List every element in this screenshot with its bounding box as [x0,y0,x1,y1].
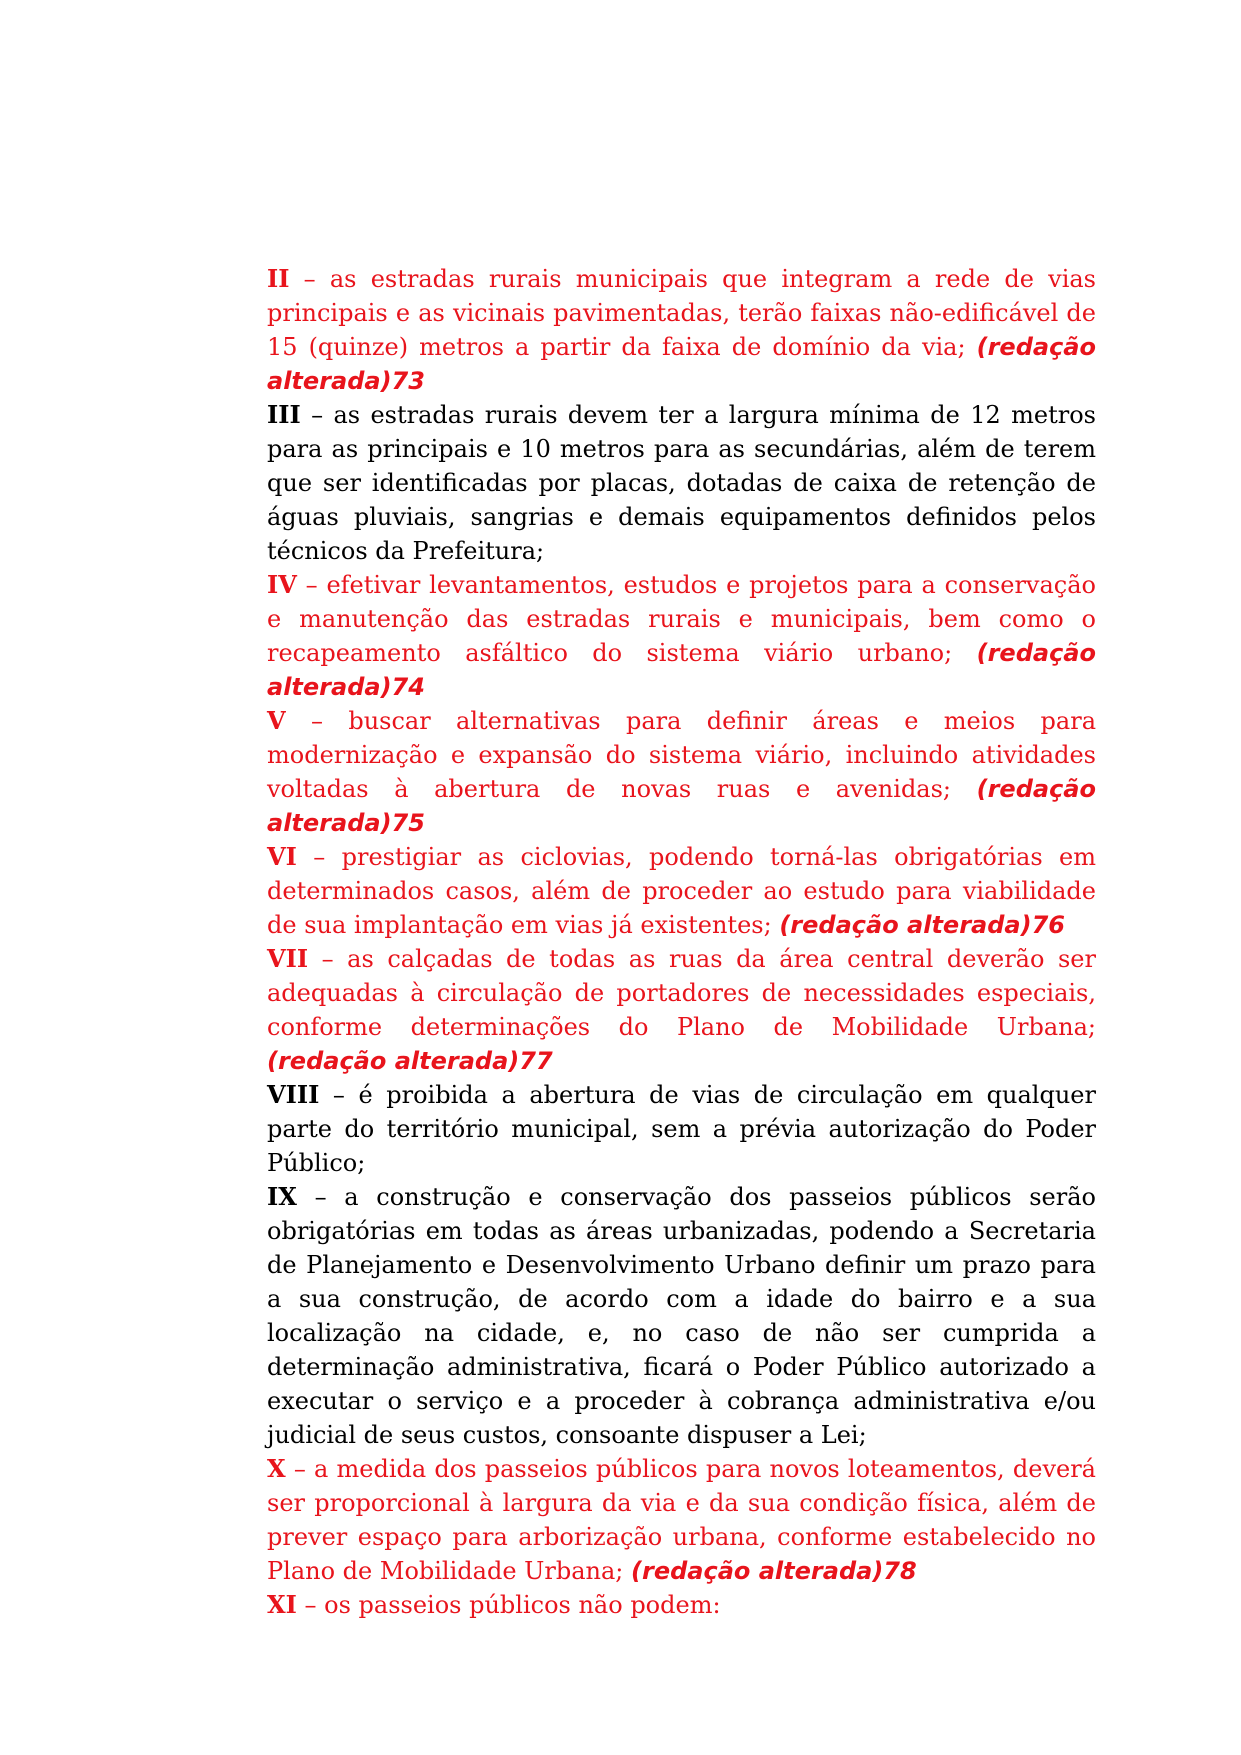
amendment-note: (redação alterada)76 [779,911,1065,939]
item-number: IV [267,570,297,599]
item-viii [267,1078,1096,1180]
item-ix [267,1180,1096,1452]
item-number: III [267,400,301,429]
item-number: V [267,706,286,735]
item-number: VI [267,842,297,871]
item-text: – a medida dos passeios públicos para novos loteamentos, deverá ser proporcional à largura da via e da sua condição física, além de prever espaço para arborização urbana, conforme estabelecido no Plano de Mobilidade Urbana; [267,1455,1096,1585]
item-text: – efetivar levantamentos, estudos e projetos para a conservação e manutenção das estradas rurais e municipais, bem como o recapeamento asfáltico do sistema viário urbano; [267,571,1096,667]
amendment-note: (redação alterada)78 [631,1557,917,1585]
item-number: XI [267,1590,297,1619]
item-text: – as estradas rurais devem ter a largura mínima de 12 metros para as principais e 10 metros para as secundárias, além de terem que ser identificadas por placas, dotadas de caixa de retenção de águas pluviais, sangrias e demais equipamentos definidos pelos técnicos da Prefeitura; [267,401,1096,565]
item-vi [267,840,1096,942]
item-vii [267,942,1096,1078]
amendment-note: (redação alterada)77 [267,1047,553,1075]
item-text: – buscar alternativas para definir áreas e meios para modernização e expansão do sistema viário, incluindo atividades voltadas à abertura de novas ruas e avenidas; [267,707,1096,803]
item-x [267,1452,1096,1588]
item-ii [267,262,1096,398]
amendment-note: (redação alterada)73 [267,333,1096,395]
item-number: II [267,264,290,293]
item-text: – as calçadas de todas as ruas da área central deverão ser adequadas à circulação de portadores de necessidades especiais, conforme determinações do Plano de Mobilidade Urbana; [267,945,1096,1041]
item-text: – é proibida a abertura de vias de circulação em qualquer parte do território municipal, sem a prévia autorização do Poder Público; [267,1081,1096,1177]
item-iv [267,568,1096,704]
item-number: VIII [267,1080,320,1109]
item-xi [267,1588,1096,1622]
item-v [267,704,1096,840]
item-iii [267,398,1096,568]
item-text: – prestigiar as ciclovias, podendo torná-las obrigatórias em determinados casos, além de proceder ao estudo para viabilidade de sua implantação em vias já existentes; [267,843,1096,939]
item-text: – a construção e conservação dos passeios públicos serão obrigatórias em todas as áreas urbanizadas, podendo a Secretaria de Planejamento e Desenvolvimento Urbano definir um prazo para a sua construção, de acordo com a idade do bairro e a sua localização na cidade, e, no caso de não ser cumprida a determinação administrativa, ficará o Poder Público autorizado a executar o serviço e a proceder à cobrança administrativa e/ou judicial de seus custos, consoante dispuser a Lei; [267,1183,1096,1449]
document-page [267,262,1096,1622]
amendment-note: (redação alterada)74 [267,639,1096,701]
item-text: – as estradas rurais municipais que integram a rede de vias principais e as vicinais pavimentadas, terão faixas não-edificável de 15 (quinze) metros a partir da faixa de domínio da via; [267,265,1097,361]
amendment-note: (redação alterada)75 [267,775,1096,837]
item-number: IX [267,1182,297,1211]
item-number: VII [267,944,309,973]
item-text: – os passeios públicos não podem: [304,1591,721,1619]
item-number: X [267,1454,286,1483]
